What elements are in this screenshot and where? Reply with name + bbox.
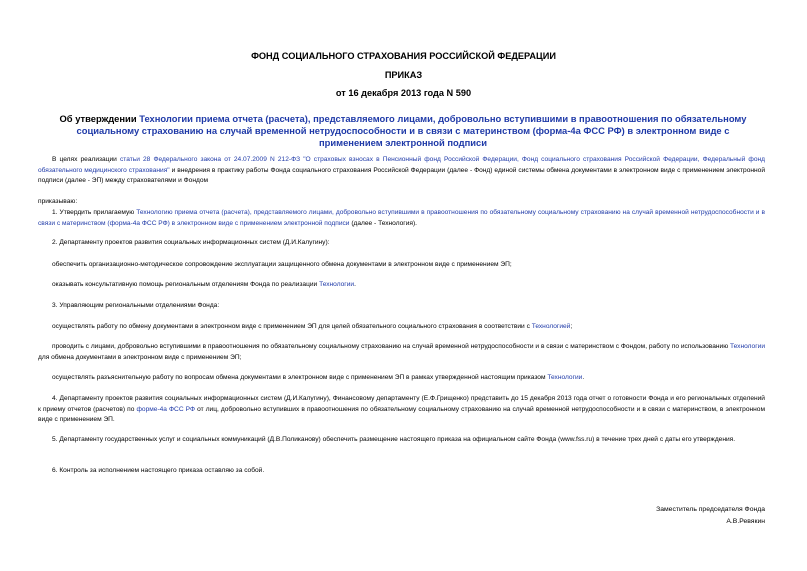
item-3-a-text: осуществлять работу по обмену документами в электронном виде с применением ЭП для целей обязательного социального страхования в соответствии с xyxy=(52,323,532,330)
item-4-text-1: 4. Департаменту проектов развития социальных информационных систем (Д.И.Калугину), Финансовому департаменту (Е.Ф.Грищенко) представить до 15 декабря 2013 года отчет о готовности Фонда и его региональных отделений к приему отчетов (расчетов) по xyxy=(38,395,765,413)
technology-link[interactable]: Технологию приема отчета (расчета), представляемого лицами, добровольно вступившими в правоотношения по обязательному социальному страхованию на случай временной нетрудоспособности и в связи с материнством (форма-4а ФСС РФ) в электронном виде с применением электронной подписи xyxy=(38,209,765,227)
item-2-b-text: оказывать консультативную помощь региональным отделениям Фонда по реализации xyxy=(52,281,320,288)
item-3-head: 3. Управляющим региональными отделениями Фонда: xyxy=(52,302,220,309)
preamble-text-2: и внедрения в практику работы Фонда социального страхования Российской Федерации (далее - Фонд) единой системы обмена документами в электронном виде с применением электронной подписи (далее - ЭП) между страхователями и Фондом xyxy=(38,166,765,185)
preamble-paragraph xyxy=(38,155,765,187)
title-link[interactable]: Технологии приема отчета (расчета), представляемого лицами, добровольно вступившими в правоотношения по обязательному социальному страхованию на случай временной нетрудоспособности и в связи с материнством (форма-4а ФСС РФ) в электронном виде с применением электронной подписи xyxy=(76,113,747,148)
item-3-a xyxy=(38,322,765,333)
item-3-c-text: осуществлять разъяснительную работу по вопросам обмена документами в электронном виде с применением ЭП в рамках утвержденной настоящим приказом xyxy=(52,374,548,381)
item-2-a: обеспечить организационно-методическое сопровождение эксплуатации защищенного обмена документами в электронном виде с применением ЭП; xyxy=(52,261,512,268)
item-3-b xyxy=(38,342,765,363)
item-5: 5. Департаменту государственных услуг и социальных коммуникаций (Д.В.Поликанову) обеспечить размещение настоящего приказа на официальном сайте Фонда (www.fss.ru) в течение трех дней с даты его утверждения. xyxy=(52,436,736,443)
technology-link-2[interactable]: Технологии xyxy=(319,281,355,288)
item-3-b-end: для обмена документами в электронном виде с применением ЭП; xyxy=(38,353,242,361)
law-article-link[interactable]: статьи 28 Федерального закона от 24.07.2009 N 212-ФЗ "О страховых взносах в Пенсионный фонд Российской Федерации, Фонд социального страхования Российской Федерации, Федеральный фонд обязательного медицинского страхования" xyxy=(38,156,765,174)
doc-type: ПРИКАЗ xyxy=(384,70,423,80)
technology-link-4[interactable]: Технологии xyxy=(730,343,765,350)
item-1 xyxy=(38,208,765,229)
item-3-b-text: проводить с лицами, добровольно вступившими в правоотношения по обязательному социальному страхованию на случай временной нетрудоспособности и в связи с материнством с Фондом, работу по использованию xyxy=(52,343,730,350)
form-4a-link[interactable]: форме-4а ФСС РФ xyxy=(136,405,195,413)
title-prefix: Об утверждении xyxy=(59,113,140,124)
technology-link-5[interactable]: Технологии xyxy=(547,374,583,381)
item-3-a-end: ; xyxy=(570,323,573,330)
item-1-text-1: 1. Утвердить прилагаемую xyxy=(52,209,137,216)
item-4-text-2: от лиц, добровольно вступивших в правоотношения по обязательному социальному страхованию на случай временной нетрудоспособности и в связи с материнством, в электронном виде с применением ЭП. xyxy=(38,405,765,424)
signature-name: А.В.Ревякин xyxy=(726,518,765,525)
item-1-text-2: (далее - Технология). xyxy=(349,219,417,227)
signature-position: Заместитель председателя Фонда xyxy=(656,506,765,513)
preamble-text-1: В целях реализации xyxy=(52,156,120,163)
order-word: приказываю: xyxy=(38,198,78,205)
item-6: 6. Контроль за исполнением настоящего приказа оставляю за собой. xyxy=(52,467,265,474)
document-title xyxy=(58,113,748,149)
technology-link-3[interactable]: Технологией xyxy=(531,323,571,330)
item-4 xyxy=(38,394,765,426)
item-2-b xyxy=(38,280,765,291)
date-number: от 16 декабря 2013 года N 590 xyxy=(335,88,472,98)
item-2-head: 2. Департаменту проектов развития социальных информационных систем (Д.И.Калугину): xyxy=(52,239,330,246)
item-3-c xyxy=(38,373,765,384)
item-2-b-end: . xyxy=(354,281,356,288)
item-3-c-end: . xyxy=(582,374,585,381)
org-name: ФОНД СОЦИАЛЬНОГО СТРАХОВАНИЯ РОССИЙСКОЙ ФЕДЕРАЦИИ xyxy=(251,51,556,61)
